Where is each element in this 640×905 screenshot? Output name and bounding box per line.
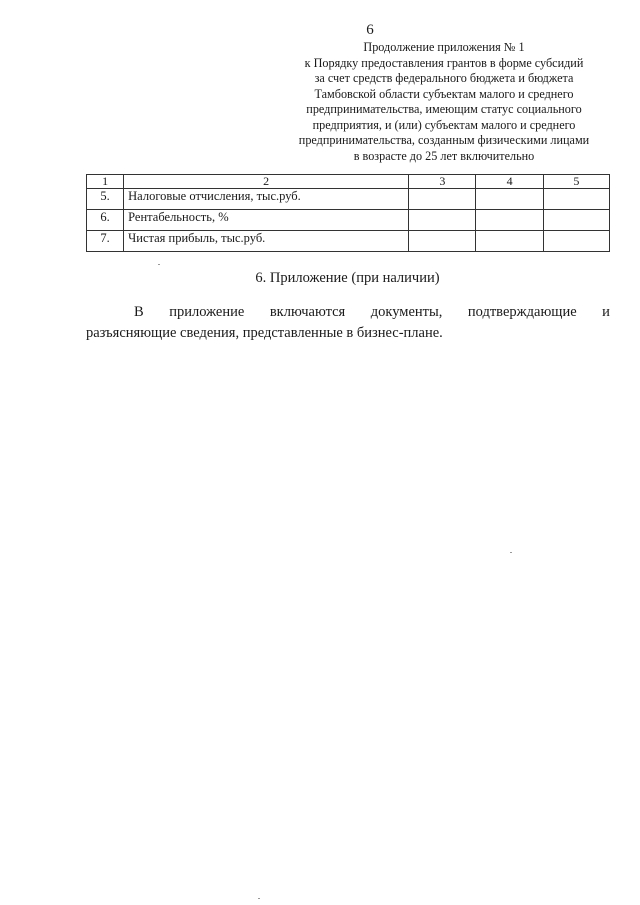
appendix-header <box>284 40 604 164</box>
row-cell <box>476 210 543 231</box>
scan-speck <box>510 552 512 553</box>
table-header-row <box>87 175 610 189</box>
page-number: 6 <box>366 22 374 38</box>
section-title: 6. Приложение (при наличии) <box>255 270 440 286</box>
indicators-table <box>86 174 610 252</box>
table-header-cell: 3 <box>409 175 476 189</box>
paragraph-word: В <box>134 304 144 320</box>
row-cell <box>543 189 609 210</box>
header-line: предприятия, и (или) субъектам малого и среднего <box>312 117 576 132</box>
row-indicator: Налоговые отчисления, тыс.руб. <box>124 189 409 210</box>
scan-speck <box>258 898 260 899</box>
row-cell <box>409 210 476 231</box>
table-header-cell: 1 <box>87 175 124 189</box>
table-row <box>87 210 610 231</box>
row-number: 6. <box>87 210 124 231</box>
row-cell <box>409 231 476 252</box>
row-indicator: Рентабельность, % <box>124 210 409 231</box>
header-line: Продолжение приложения № 1 <box>363 40 525 54</box>
row-cell <box>543 231 609 252</box>
header-line: предпринимательства, имеющим статус социального <box>306 102 582 116</box>
paragraph-word: приложение <box>169 304 245 320</box>
table-row <box>87 189 610 210</box>
table-header-cell: 2 <box>124 175 409 189</box>
table-header-cell: 4 <box>476 175 543 189</box>
header-line: предпринимательства, созданным физическими лицами <box>298 133 590 147</box>
row-number: 5. <box>87 189 124 210</box>
header-line: за счет средств федерального бюджета и бюджета <box>314 71 574 85</box>
scan-speck <box>158 264 160 265</box>
table-header-cell: 5 <box>543 175 609 189</box>
row-number: 7. <box>87 231 124 252</box>
row-cell <box>476 189 543 210</box>
header-line: к Порядку предоставления грантов в форме субсидий <box>304 55 584 70</box>
row-cell <box>543 210 609 231</box>
paragraph-line <box>134 304 610 321</box>
paragraph-word: документы, <box>370 304 443 320</box>
header-line: в возрасте до 25 лет включительно <box>353 148 535 163</box>
header-line: Тамбовской области субъектам малого и среднего <box>314 86 574 101</box>
row-cell <box>476 231 543 252</box>
row-cell <box>409 189 476 210</box>
row-indicator: Чистая прибыль, тыс.руб. <box>124 231 409 252</box>
paragraph-word: и <box>602 304 610 320</box>
paragraph-line: разъясняющие сведения, представленные в бизнес-плане. <box>86 325 443 341</box>
table-row <box>87 231 610 252</box>
paragraph-word: подтверждающие <box>467 304 577 320</box>
paragraph-word: включаются <box>269 304 346 320</box>
